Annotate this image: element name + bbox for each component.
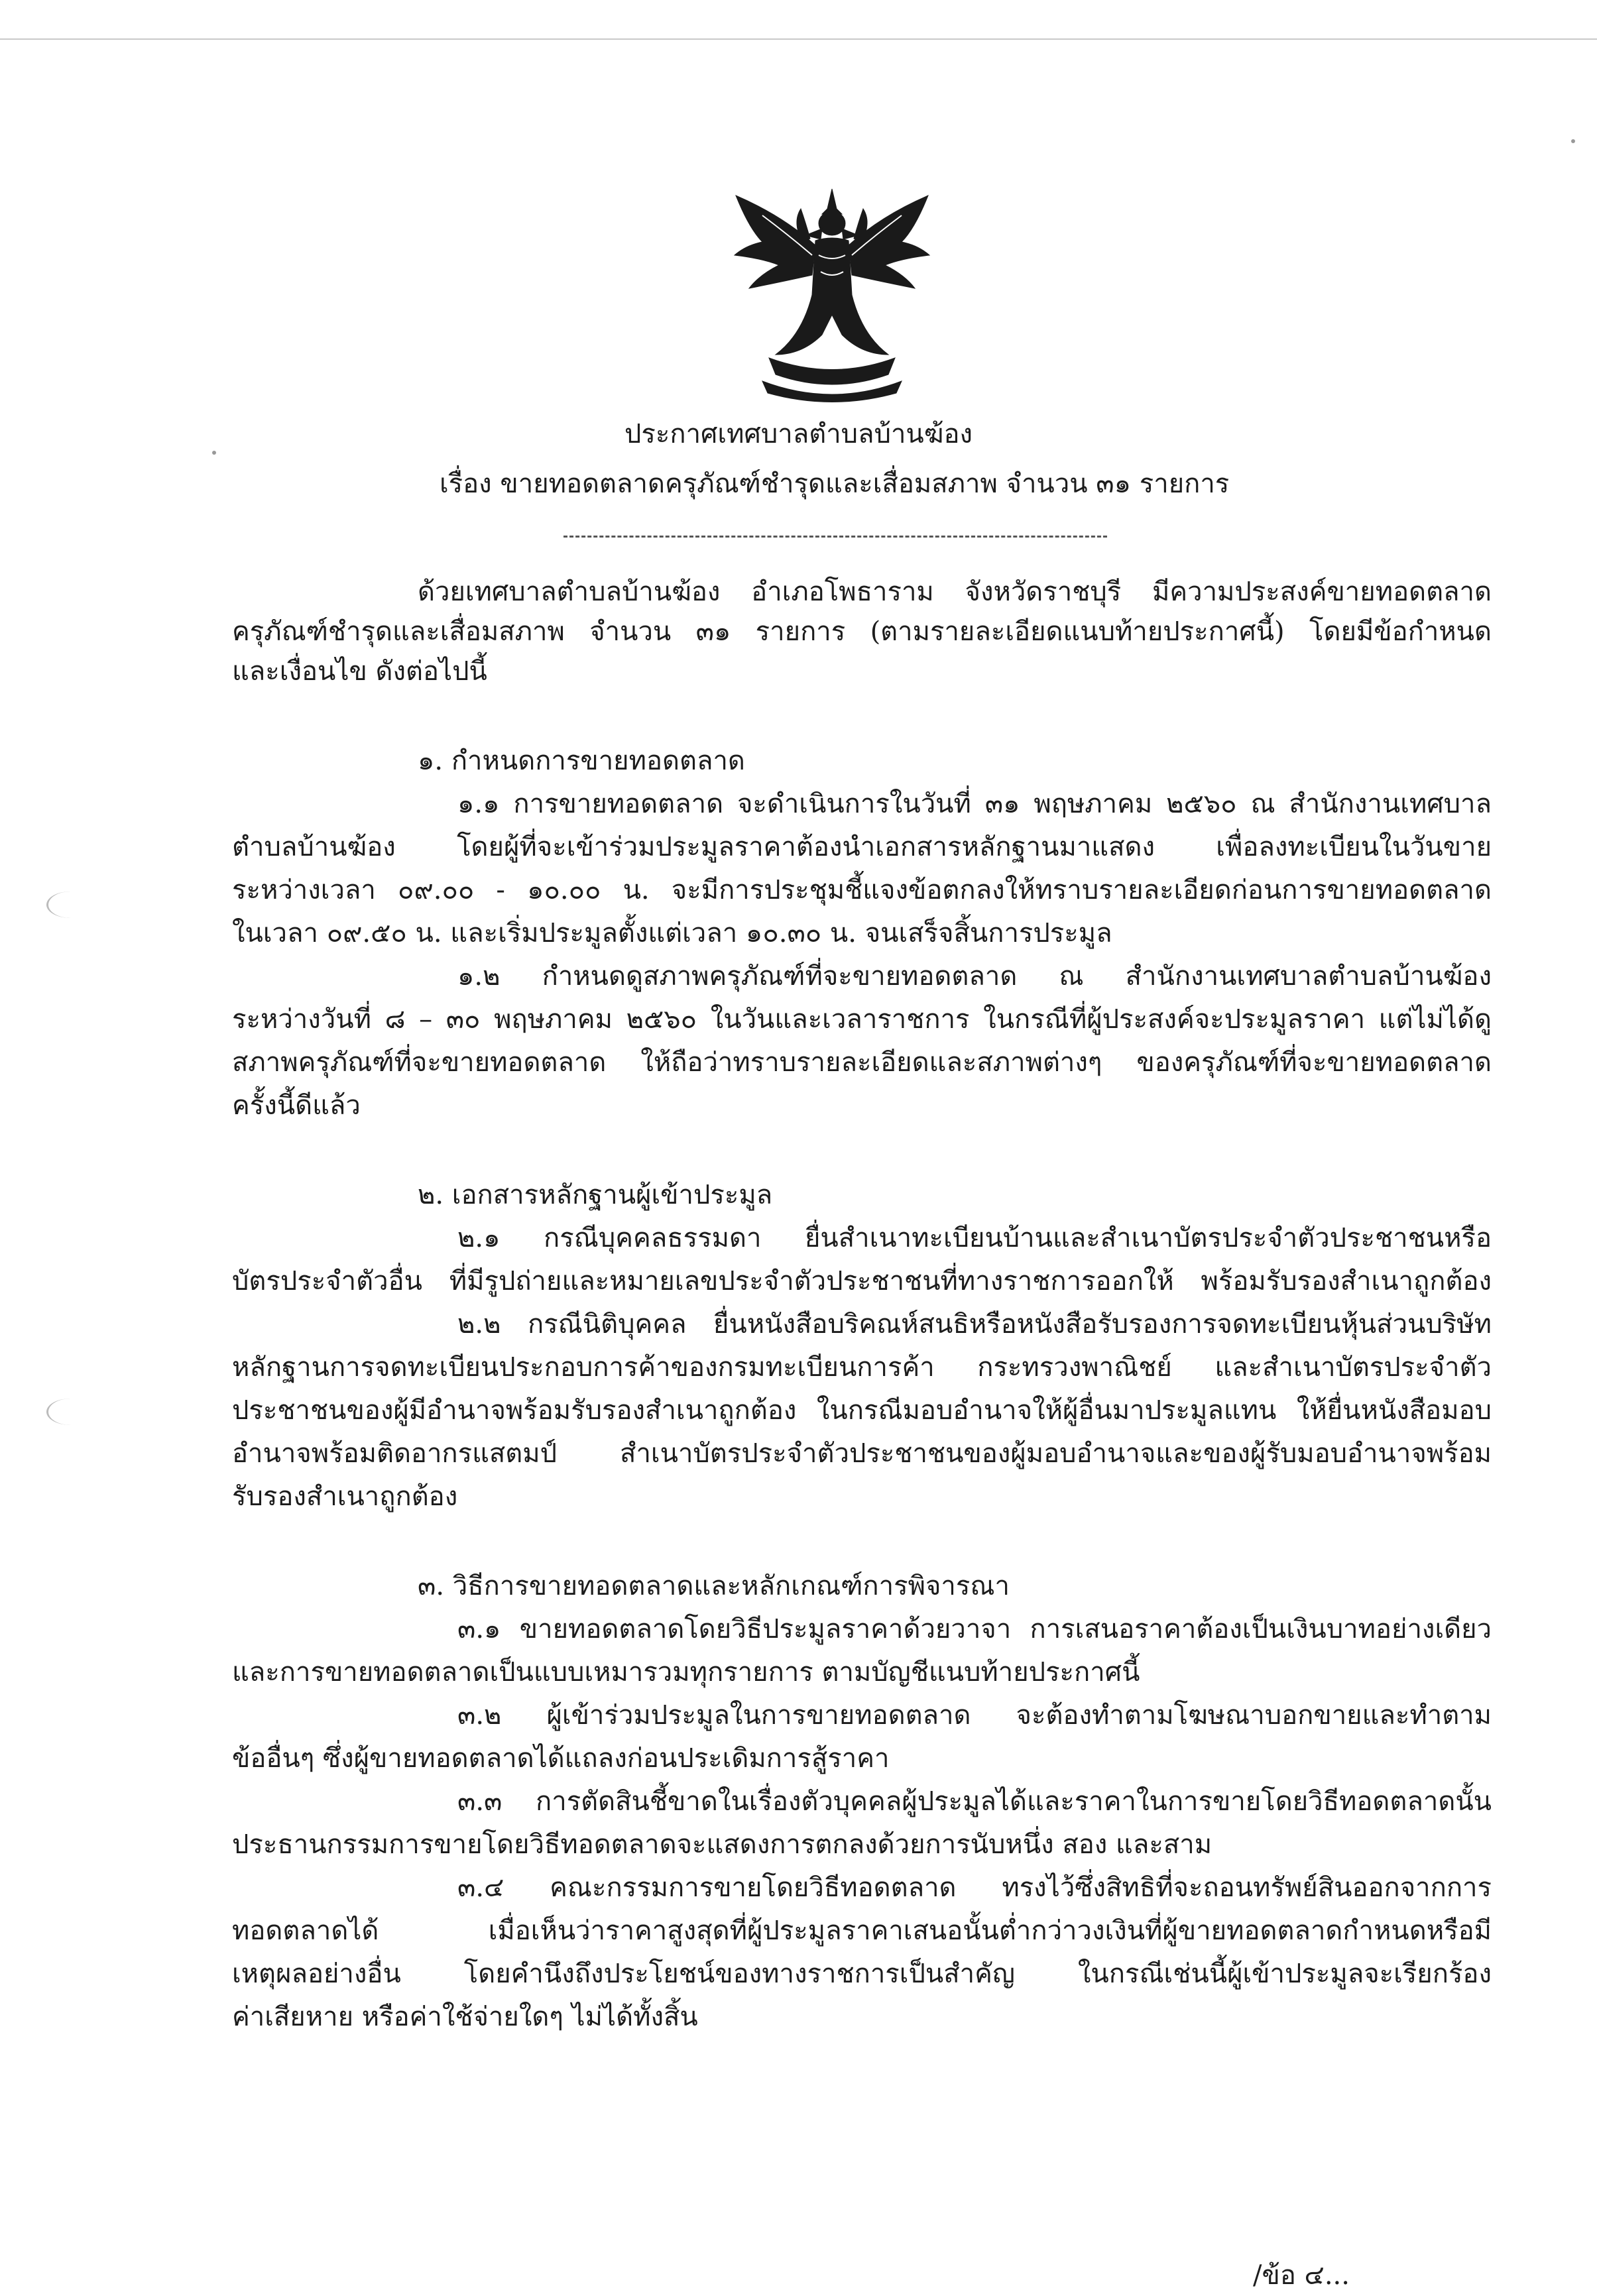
scan-mark: [46, 891, 95, 918]
paragraph-line: บัตรประจำตัวอื่น ที่มีรูปถ่ายและหมายเลขประจำตัวประชาชนที่ทางราชการออกให้ พร้อมรับรองสำเนาถูกต้อง: [232, 1266, 1492, 1296]
paragraph-line: สภาพครุภัณฑ์ที่จะขายทอดตลาด ให้ถือว่าทราบรายละเอียดและสภาพต่างๆ ของครุภัณฑ์ที่จะขายทอดตลาด: [232, 1047, 1492, 1078]
paragraph-line: ระหว่างวันที่ ๘ – ๓๐ พฤษภาคม ๒๕๖๐ ในวันและเวลาราชการ ในกรณีที่ผู้ประสงค์จะประมูลราคา แต่ไม่ได้ดู: [232, 1004, 1492, 1035]
announcement-subject: เรื่อง ขายทอดตลาดครุภัณฑ์ชำรุดและเสื่อมสภาพ จำนวน ๓๑ รายการ: [440, 469, 1230, 499]
paragraph-line: ๓.๓ การตัดสินชี้ขาดในเรื่องตัวบุคคลผู้ประมูลได้และราคาในการขายโดยวิธีทอดตลาดนั้น: [457, 1786, 1492, 1817]
intro-line: ด้วยเทศบาลตำบลบ้านฆ้อง อำเภอโพธาราม จังหวัดราชบุรี มีความประสงค์ขายทอดตลาด: [418, 577, 1492, 607]
paragraph-line: รับรองสำเนาถูกต้อง: [232, 1481, 458, 1512]
paragraph-line: ในเวลา ๐๙.๕๐ น. และเริ่มประมูลตั้งแต่เวลา ๑๐.๓๐ น. จนเสร็จสิ้นการประมูล: [232, 918, 1112, 948]
intro-line: ครุภัณฑ์ชำรุดและเสื่อมสภาพ จำนวน ๓๑ รายการ (ตามรายละเอียดแนบท้ายประกาศนี้) โดยมีข้อกำหนด: [232, 616, 1492, 647]
scan-mark: [46, 1399, 95, 1425]
paragraph-line: ตำบลบ้านฆ้อง โดยผู้ที่จะเข้าร่วมประมูลราคาต้องนำเอกสารหลักฐานมาแสดง เพื่อลงทะเบียนในวันขาย: [232, 832, 1492, 862]
section-heading: ๒. เอกสารหลักฐานผู้เข้าประมูล: [418, 1180, 773, 1210]
paragraph-line: ๓.๑ ขายทอดตลาดโดยวิธีประมูลราคาด้วยวาจา การเสนอราคาต้องเป็นเงินบาทอย่างเดียว: [457, 1614, 1492, 1644]
section-heading: ๑. กำหนดการขายทอดตลาด: [418, 746, 745, 776]
paragraph-line: ครั้งนี้ดีแล้ว: [232, 1090, 361, 1121]
paragraph-line: ประธานกรรมการขายโดยวิธีทอดตลาดจะแสดงการตกลงด้วยการนับหนึ่ง สอง และสาม: [232, 1829, 1213, 1860]
scan-speck: [1571, 139, 1575, 143]
paragraph-line: ทอดตลาดได้ เมื่อเห็นว่าราคาสูงสุดที่ผู้ประมูลราคาเสนอนั้นต่ำกว่าวงเงินที่ผู้ขายทอดตลาดกำหนดหรือมี: [232, 1916, 1492, 1946]
paragraph-line: ๓.๒ ผู้เข้าร่วมประมูลในการขายทอดตลาด จะต้องทำตามโฆษณาบอกขายและทำตาม: [457, 1700, 1492, 1731]
paragraph-line: เหตุผลอย่างอื่น โดยคำนึงถึงประโยชน์ของทางราชการเป็นสำคัญ ในกรณีเช่นนี้ผู้เข้าประมูลจะเรียกร้อง: [232, 1959, 1492, 1989]
paragraph-line: หลักฐานการจดทะเบียนประกอบการค้าของกรมทะเบียนการค้า กระทรวงพาณิชย์ และสำเนาบัตรประจำตัว: [232, 1352, 1492, 1383]
paragraph-line: ประชาชนของผู้มีอำนาจพร้อมรับรองสำเนาถูกต้อง ในกรณีมอบอำนาจให้ผู้อื่นมาประมูลแทน ให้ยื่นหนังสือมอบ: [232, 1395, 1492, 1426]
continuation-marker: /ข้อ ๔...: [1253, 2260, 1350, 2291]
paragraph-line: ๒.๑ กรณีบุคคลธรรมดา ยื่นสำเนาทะเบียนบ้านและสำเนาบัตรประจำตัวประชาชนหรือ: [457, 1223, 1492, 1253]
scan-top-edge: [0, 38, 1597, 40]
announcement-title: ประกาศเทศบาลตำบลบ้านฆ้อง: [624, 419, 973, 449]
paragraph-line: ค่าเสียหาย หรือค่าใช้จ่ายใดๆ ไม่ได้ทั้งสิ้น: [232, 2002, 698, 2032]
paragraph-line: ระหว่างเวลา ๐๙.๐๐ - ๑๐.๐๐ น. จะมีการประชุมชี้แจงข้อตกลงให้ทราบรายละเอียดก่อนการขายทอดตลาด: [232, 875, 1492, 905]
intro-line: และเงื่อนไข ดังต่อไปนี้: [232, 656, 487, 687]
paragraph-line: ๑.๒ กำหนดดูสภาพครุภัณฑ์ที่จะขายทอดตลาด ณ สำนักงานเทศบาลตำบลบ้านฆ้อง: [457, 961, 1492, 992]
paragraph-line: ๑.๑ การขายทอดตลาด จะดำเนินการในวันที่ ๓๑ พฤษภาคม ๒๕๖๐ ณ สำนักงานเทศบาล: [457, 789, 1492, 819]
section-heading: ๓. วิธีการขายทอดตลาดและหลักเกณฑ์การพิจารณา: [418, 1571, 1010, 1601]
paragraph-line: อำนาจพร้อมติดอากรแสตมป์ สำเนาบัตรประจำตัวประชาชนของผู้มอบอำนาจและของผู้รับมอบอำนาจพร้อม: [232, 1438, 1492, 1469]
paragraph-line: ข้ออื่นๆ ซึ่งผู้ขายทอดตลาดได้แถลงก่อนประเดิมการสู้ราคา: [232, 1743, 890, 1774]
garuda-emblem-icon: [723, 182, 941, 408]
paragraph-line: ๓.๔ คณะกรรมการขายโดยวิธีทอดตลาด ทรงไว้ซึ่งสิทธิที่จะถอนทรัพย์สินออกจากการ: [457, 1872, 1492, 1903]
title-divider: [563, 536, 1107, 538]
paragraph-line: และการขายทอดตลาดเป็นแบบเหมารวมทุกรายการ ตามบัญชีแนบท้ายประกาศนี้: [232, 1657, 1140, 1688]
paragraph-line: ๒.๒ กรณีนิติบุคคล ยื่นหนังสือบริคณห์สนธิหรือหนังสือรับรองการจดทะเบียนหุ้นส่วนบริษัท: [457, 1309, 1492, 1340]
